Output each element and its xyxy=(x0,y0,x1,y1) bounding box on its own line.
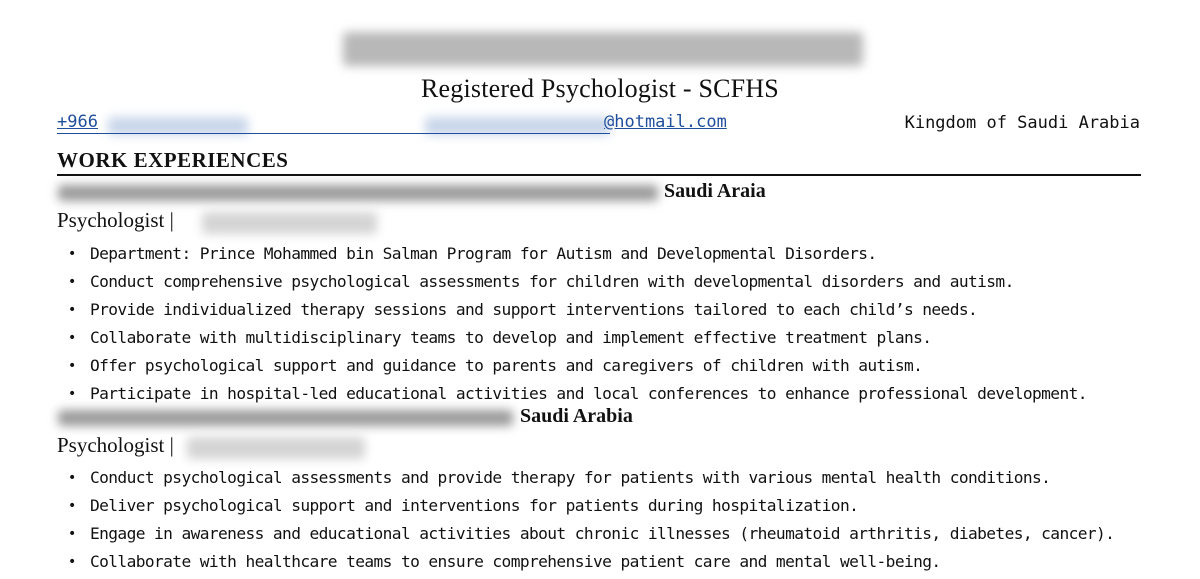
list-item: • Deliver psychological support and interventions for patients during hospitalization. xyxy=(68,492,1114,520)
list-item: • Department: Prince Mohammed bin Salman Program for Autism and Developmental Disorders. xyxy=(68,240,1087,268)
section-divider xyxy=(57,174,1141,176)
redacted-employer xyxy=(58,410,513,426)
list-item: • Participate in hospital-led educational activities and local conferences to enhance professional development. xyxy=(68,380,1087,408)
redacted-employer xyxy=(58,185,658,201)
redacted-name xyxy=(343,32,863,66)
list-item: • Conduct comprehensive psychological assessments for children with developmental disorders and autism. xyxy=(68,268,1087,296)
list-item: • Offer psychological support and guidance to parents and caregivers of children with autism. xyxy=(68,352,1087,380)
employer-country: Saudi Arabia xyxy=(520,405,633,427)
list-item: • Engage in awareness and educational activities about chronic illnesses (rheumatoid arthritis, diabetes, cancer). xyxy=(68,520,1114,548)
contact-row xyxy=(0,112,1200,138)
list-item: • Conduct psychological assessments and provide therapy for patients with various mental health conditions. xyxy=(68,464,1114,492)
employer-row-1 xyxy=(0,180,1200,206)
role-title: Psychologist | xyxy=(57,433,174,457)
contact-underline xyxy=(57,133,610,134)
employer-row-2 xyxy=(0,405,1200,431)
list-item: • Collaborate with multidisciplinary teams to develop and implement effective treatment plans. xyxy=(68,324,1087,352)
phone-link[interactable]: +966 xyxy=(57,112,98,132)
role-title: Psychologist | xyxy=(57,208,174,232)
section-heading: WORK EXPERIENCES xyxy=(57,148,289,172)
employer-country: Saudi Araia xyxy=(664,180,766,202)
redacted-organization xyxy=(187,437,365,459)
experience-2-bullets xyxy=(68,464,1114,576)
location: Kingdom of Saudi Arabia xyxy=(904,113,1140,133)
list-item: • Collaborate with healthcare teams to ensure comprehensive patient care and mental well-being. xyxy=(68,548,1114,576)
email-link[interactable]: @hotmail.com xyxy=(604,112,727,132)
list-item: • Provide individualized therapy sessions and support interventions tailored to each child’s needs. xyxy=(68,296,1087,324)
experience-1-bullets xyxy=(68,240,1087,408)
redacted-organization xyxy=(202,212,377,234)
job-title: Registered Psychologist - SCFHS xyxy=(421,74,779,103)
